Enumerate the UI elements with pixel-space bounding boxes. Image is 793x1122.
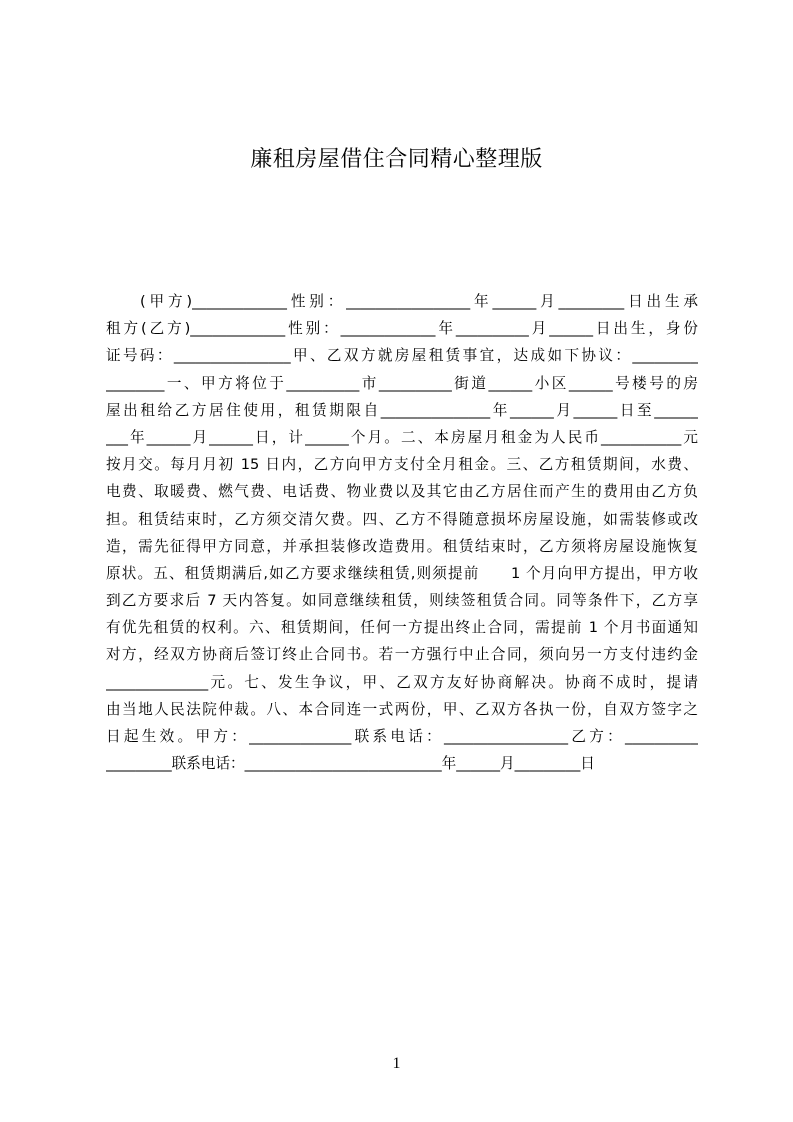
body-line: 担。租赁结束时，乙方须交清欠费。四、乙方不得随意损坏房屋设施，如需装修或改 — [106, 510, 698, 528]
body-line: _________联系电话：___________________________年______月_________日 — [106, 755, 595, 773]
body-line: ______________元。七、发生争议，甲、乙双方友好协商解决。协商不成时，提请 — [106, 673, 698, 691]
body-line: (甲方)_____________性别：_________________年______月_________日出生承 — [140, 293, 698, 310]
body-line: 原状。五、租赁期满后,如乙方要求继续租赁,则须提前 1 个月向甲方提出，甲方收 — [106, 564, 698, 582]
body-line: 日起生效。甲方：______________联系电话：_________________乙方：__________ — [106, 728, 698, 745]
body-line: ___年______月______日，计______个月。二、本房屋月租金为人民币___________元 — [106, 428, 698, 446]
body-line: 屋出租给乙方居住使用，租赁期限自_______________年______月______日至______ — [106, 401, 698, 419]
body-line: 按月交。每月月初 15 日内，乙方向甲方支付全月租金。三、乙方租赁期间，水费、 — [106, 456, 698, 474]
body-line: ________一、甲方将位于__________市__________街道______小区______号楼号的房 — [106, 374, 698, 392]
body-line: 有优先租赁的权利。六、租赁期间，任何一方提出终止合同，需提前 1 个月书面通知 — [106, 619, 698, 637]
body-line: 证号码：________________甲、乙双方就房屋租赁事宜，达成如下协议：_________ — [106, 347, 698, 365]
body-line: 租方(乙方)_____________性别：_____________年__________月______日出生，身份 — [106, 320, 698, 338]
body-line: 由当地人民法院仲裁。八、本合同连一式两份，甲、乙双方各执一份，自双方签字之 — [106, 700, 698, 718]
body-line: 到乙方要求后 7 天内答复。如同意继续租赁，则续签租赁合同。同等条件下，乙方享 — [106, 592, 698, 610]
document-title: 廉租房屋借住合同精心整理版 — [250, 147, 543, 172]
page-number: 1 — [392, 1055, 401, 1072]
body-line: 电费、取暖费、燃气费、电话费、物业费以及其它由乙方居住而产生的费用由乙方负 — [106, 483, 698, 501]
body-line: 对方，经双方协商后签订终止合同书。若一方强行中止合同，须向另一方支付违约金 — [106, 646, 698, 664]
body-line: 造，需先征得甲方同意，并承担装修改造费用。租赁结束时，乙方须将房屋设施恢复 — [106, 537, 698, 555]
contract-body — [106, 288, 698, 777]
